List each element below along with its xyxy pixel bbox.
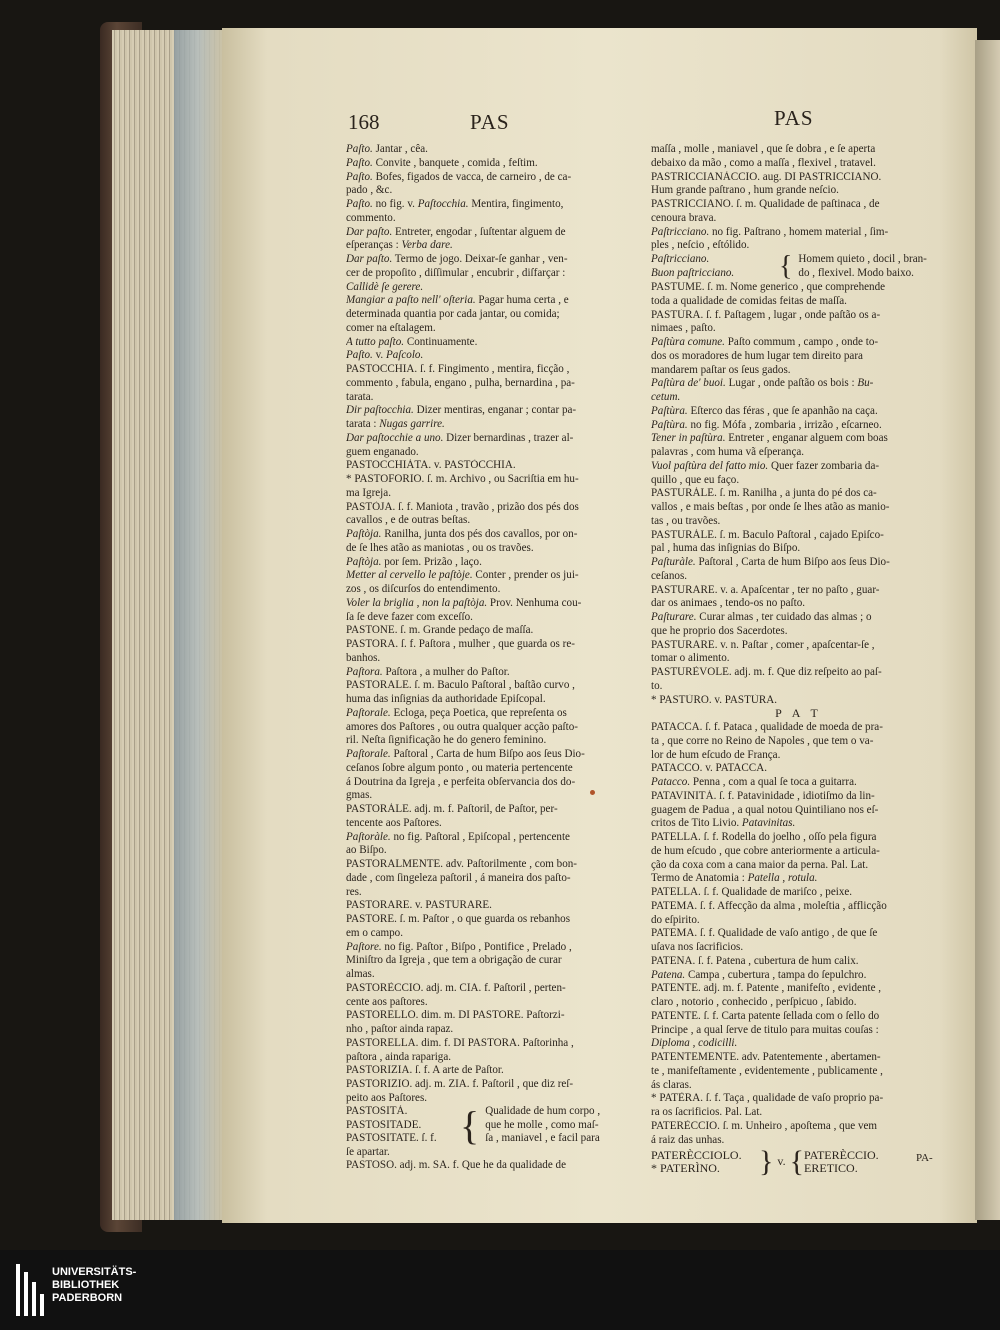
dictionary-line: de ſe lhes atão as maniotas , ou os travões. — [346, 541, 534, 554]
dictionary-line: de hum eſcudo , que cobre anteriormente a articula- — [651, 844, 880, 857]
dictionary-line: determinada quantia por cada jantar, ou comida; — [346, 308, 560, 320]
dictionary-line: Paſto. no fig. v. Paſtocchia. Mentira, fingimento, — [346, 198, 564, 210]
dictionary-line: PATEMA. ſ. f. Qualidade de vaſo antigo , de que ſe — [651, 927, 878, 940]
dictionary-line: Dar paſto. Entreter, engodar , ſuſtentar alguem de — [346, 225, 566, 238]
dictionary-line: PATELLA. ſ. f. Qualidade de mariſco , peixe. — [651, 886, 853, 898]
dictionary-line: PATENTEMENTE. adv. Patentemente , abertamen- — [651, 1051, 881, 1063]
dictionary-line: Paſtricciano. no fig. Paſtrano , homem material , ſim- — [651, 225, 889, 238]
dictionary-line: Paſtùra. Eſterco das féras , que ſe apanhão na caça. — [651, 404, 878, 417]
dictionary-line: * PASTOFORIO. ſ. m. Archivo , ou Sacriſtia em hu- — [346, 473, 579, 485]
dictionary-line: Paſtùra de' buoi. Lugar , onde paſtão os bois : Bu- — [651, 377, 874, 390]
dictionary-line: PASTORE. ſ. m. Paſtor , o que guarda os rebanhos — [346, 913, 571, 925]
curly-brace-icon: { — [778, 251, 793, 282]
pateriolo-brace-group — [651, 1147, 946, 1177]
dictionary-line: PASTURÀLE. ſ. m. Ranilha , a junta do pé dos ca- — [651, 487, 877, 500]
dictionary-line: PASTORELLA. dim. f. DI PASTORA. Paſtorinha , — [346, 1036, 574, 1049]
dictionary-line: PASTORELLO. dim. m. DI PASTORE. Paſtorzi- — [346, 1009, 565, 1022]
dictionary-line: PASTRICCIANÀCCIO. aug. DI PASTRICCIANO. — [651, 170, 882, 183]
dictionary-line: ſa ſe deve fazer com exceſſo. — [346, 610, 473, 623]
dictionary-line: almas. — [346, 968, 375, 980]
library-footer — [0, 1250, 1000, 1330]
dictionary-line: to. — [651, 679, 663, 692]
section-heading: P A T — [775, 707, 822, 721]
headword-line: * PATERÌNO. — [651, 1162, 720, 1176]
dictionary-line: quillo , que eu faço. — [651, 473, 740, 486]
curly-brace-icon: { — [789, 1145, 805, 1179]
dictionary-line: tarata. — [346, 390, 374, 403]
definition-line: Homem quieto , docil , bran- — [798, 253, 927, 266]
dictionary-line: amores dos Paſtores , ou outra qualquer acção paſto- — [346, 720, 578, 733]
headword-line: PASTOSITÀ. — [346, 1104, 408, 1117]
dictionary-line: dar os animaes , tendo-os no paſto. — [651, 597, 806, 610]
dictionary-line: PATEMA. ſ. f. Affecção da alma , moleſtia , afflicção — [651, 899, 887, 912]
dictionary-line: PASTORÀLE. adj. m. f. Paſtoril, de Paſtor, per- — [346, 803, 558, 815]
dictionary-line: PASTORALMENTE. adv. Paſtorilmente , com bon- — [346, 858, 578, 870]
dictionary-line: * PATÈRA. ſ. f. Taça , qualidade de vaſo proprio pa- — [651, 1092, 884, 1105]
headword-line: PASTOSITATE. ſ. f. — [346, 1132, 437, 1145]
right-column — [651, 143, 946, 1177]
right-entries-c — [651, 721, 946, 1147]
facing-page-edge — [975, 40, 1000, 1220]
dictionary-line: lor de hum eſcudo de França. — [651, 748, 781, 761]
dictionary-line: Paſto. v. Paſcolo. — [346, 349, 424, 362]
library-name-line: UNIVERSITÄTS- — [52, 1266, 137, 1278]
brace-headwords — [651, 1149, 759, 1177]
dictionary-line: Principe , a qual ſerve de titulo para muitas couſas : — [651, 1023, 879, 1036]
dictionary-line: tas , ou travões. — [651, 514, 721, 527]
dictionary-line: Hum grande paſtrano , hum grande neſcio. — [651, 184, 839, 197]
dictionary-line: cer de propoſito , diſſimular , encubrir , diſfarçar : — [346, 266, 566, 279]
left-entries-a — [346, 143, 641, 1106]
dictionary-line: PASTORÈCCIO. adj. m. CIA. f. Paſtoril , perten- — [346, 981, 566, 994]
dictionary-line: ra os ſacrificios. Pal. Lat. — [651, 1106, 763, 1118]
dictionary-line: ao Biſpo. — [346, 844, 387, 857]
dictionary-line: ceſanos. — [651, 569, 688, 582]
left-entries-b — [346, 1146, 641, 1174]
dictionary-line: * PASTÙRO. v. PASTÙRA. — [651, 693, 778, 706]
dictionary-line: gmas. — [346, 789, 373, 802]
library-name — [52, 1266, 136, 1305]
definition-line: Qualidade de hum corpo , — [485, 1104, 601, 1117]
running-head-left: PAS — [470, 110, 510, 134]
dictionary-line: PASTORIZIA. ſ. f. A arte de Paſtor. — [346, 1064, 504, 1077]
dictionary-line: PASTURÈVOLE. adj. m. f. Que diz reſpeito ao paſ- — [651, 666, 882, 678]
dictionary-line: PATACCO. v. PATACCA. — [651, 762, 767, 775]
dictionary-line: claro , notorio , conhecido , perſpicuo , ſabido. — [651, 996, 857, 1008]
dictionary-line: cetum. — [651, 391, 681, 403]
dictionary-line: comer na eſtalagem. — [346, 321, 436, 334]
dictionary-line: Paſto. Convite , banquete , comida , feſtim. — [346, 156, 538, 169]
dictionary-line: Paſtore. no fig. Paſtor , Biſpo , Pontifice , Prelado , — [346, 940, 572, 953]
dictionary-line: pado , &c. — [346, 184, 393, 197]
dictionary-line: Paſtòja. Ranilha, junta dos pés dos cavallos, por on- — [346, 528, 578, 540]
dictionary-line: Paſtora. Paſtora , a mulher do Paſtor. — [346, 665, 510, 678]
curly-brace-icon: { — [460, 1102, 480, 1148]
brace-headwords — [346, 1105, 458, 1146]
dictionary-line: Paſturare. Curar almas , ter cuidado das almas ; o — [651, 611, 872, 623]
page-edges — [112, 30, 222, 1220]
dictionary-line: zos , os diſcurſos do entendimento. — [346, 583, 501, 595]
dictionary-line: ril. Neſta ſignificação he do genero feminino. — [346, 734, 547, 747]
curly-brace-icon: } — [759, 1145, 774, 1179]
left-column — [346, 143, 641, 1173]
dictionary-line: maſſa , molle , maniavel , que ſe dobra , e ſe aperta — [651, 143, 876, 155]
dictionary-line: PATENTE. ſ. f. Carta patente ſellada com o ſello do — [651, 1009, 880, 1022]
right-entries-a — [651, 143, 946, 253]
dictionary-line: Paſto. Bofes, figados de vacca, de carneiro , de ca- — [346, 170, 572, 183]
dictionary-line: cenoura brava. — [651, 211, 717, 224]
dictionary-line: mandarem paſtar os ſeus gados. — [651, 363, 791, 376]
dictionary-line: PATAVINITÀ. ſ. f. Patavinidade , idiotiſmo da lin- — [651, 789, 875, 802]
dictionary-line: Mangiar a paſto nell' oſteria. Pagar huma certa , e — [346, 294, 569, 307]
dictionary-line: ſe apartar. — [346, 1145, 390, 1158]
brace-definition — [804, 1149, 879, 1177]
dictionary-line: debaixo da mão , como a maſſa , flexivel , tratavel. — [651, 156, 876, 169]
dictionary-line: Paſto. Jantar , cêa. — [346, 143, 428, 155]
dictionary-line: Patena. Campa , cubertura , tampa do ſepulchro. — [651, 968, 867, 981]
brace-definition — [485, 1105, 635, 1146]
dictionary-line: vallos , e mais beſtas , por onde ſe lhes atão as manio- — [651, 501, 890, 513]
dictionary-line: banhos. — [346, 651, 381, 664]
dictionary-line: PASTRICCIANO. ſ. m. Qualidade de paſtinaca , de — [651, 198, 880, 210]
dictionary-line: Dar paſtocchie a uno. Dizer bernardinas , trazer al- — [346, 431, 574, 444]
dictionary-line: PASTUME. ſ. m. Nome generico , que comprehende — [651, 281, 886, 293]
dictionary-line: toda a qualidade de comidas feitas de maſſa. — [651, 294, 847, 307]
dictionary-line: PASTÙRA. ſ. f. Paſtagem , lugar , onde paſtão os a- — [651, 308, 881, 321]
dictionary-line: PATERÈCCIO. ſ. m. Unheiro , apoſtema , que vem — [651, 1119, 878, 1132]
dictionary-line: pal , huma das inſignias do Biſpo. — [651, 542, 801, 555]
right-entries-b — [651, 281, 946, 707]
library-logo-icon — [16, 1264, 44, 1316]
dictionary-line: Paſtoràle. no fig. Paſtoral , Epiſcopal , pertencente — [346, 830, 570, 843]
dictionary-line: do eſpirito. — [651, 913, 700, 926]
dictionary-line: eſperanças : Verba dare. — [346, 239, 453, 252]
dictionary-line: PASTOCCHIÀTA. v. PASTÒCCHIA. — [346, 459, 516, 472]
dictionary-line: em o campo. — [346, 926, 403, 939]
dictionary-line: palavras , com huma vã eſperança. — [651, 446, 805, 458]
headword-line: PASTOSITADE. — [346, 1118, 422, 1131]
dictionary-line: PASTURÀLE. ſ. m. Baculo Paſtoral , cajado Epiſco- — [651, 528, 884, 541]
dictionary-line: que he proprio dos Sacerdotes. — [651, 624, 788, 637]
dictionary-line: Tener in paſtùra. Entreter , enganar alguem com boas — [651, 432, 888, 445]
dictionary-line: PASTONE. ſ. m. Grande pedaço de maſſa. — [346, 624, 534, 637]
dictionary-line: Vuol paſtùra del fatto mio. Quer fazer zombaria da- — [651, 459, 880, 472]
dictionary-line: PASTOSO. adj. m. SA. f. Que he da qualidade de — [346, 1159, 567, 1172]
dictionary-line: PATENA. ſ. f. Patena , cubertura de hum calix. — [651, 954, 859, 967]
dictionary-line: guem enganado. — [346, 445, 419, 458]
dictionary-line: Paſtorale. Ecloga, peça Poetica, que repreſenta os — [346, 706, 567, 719]
dictionary-line: Diploma , codicilli. — [651, 1037, 738, 1050]
headword-line: Buon paſtricciano. — [651, 267, 735, 279]
dictionary-line: commento. — [346, 211, 396, 224]
dictionary-line: dos os moradores de hum lugar tem direito para — [651, 349, 863, 362]
dictionary-line: critos de Tito Livio. Patavinitas. — [651, 817, 796, 830]
dictionary-line: PASTORIZIO. adj. m. ZIA. f. Paſtoril , que diz reſ- — [346, 1078, 574, 1090]
pastricciano-brace-group — [651, 253, 946, 281]
dictionary-line: PASTORARE. v. PASTURARE. — [346, 899, 492, 912]
dictionary-line: Paſtorale. Paſtoral , Carta de hum Biſpo aos ſeus Dio- — [346, 748, 585, 760]
dictionary-line: A tutto paſto. Continuamente. — [346, 335, 478, 348]
dictionary-line: dade , com ſingeleza paſtoril , á maneira dos paſto- — [346, 871, 571, 884]
dictionary-line: Termo de Anatomia : Patella , rotula. — [651, 872, 818, 885]
dictionary-line: PASTURARE. v. n. Paſtar , comer , apaſcentar-ſe , — [651, 638, 875, 651]
library-name-line: BIBLIOTHEK — [52, 1279, 120, 1291]
page-number: 168 — [348, 110, 380, 134]
catchword: PA- — [916, 1152, 933, 1164]
see-reference: v. — [777, 1154, 786, 1169]
dictionary-line: á Doutrina da Igreja , e perfeita obſervancia dos do- — [346, 775, 576, 788]
dictionary-line: Dir paſtocchia. Dizer mentiras, enganar ; contar pa- — [346, 404, 577, 417]
dictionary-line: PATACCA. ſ. f. Pataca , qualidade de moeda de pra- — [651, 721, 883, 733]
brace-headwords — [651, 253, 777, 281]
dictionary-line: paſtora , ainda rapariga. — [346, 1050, 452, 1063]
dictionary-line: tencente aos Paſtores. — [346, 816, 442, 829]
definition-line: ERETICO. — [804, 1162, 858, 1176]
dictionary-line: ma Igreja. — [346, 486, 391, 499]
dictionary-line: guagem de Padua , a qual notou Quintiliano nos eſ- — [651, 803, 879, 816]
definition-line: ſa , maniavel , e facil para — [485, 1132, 600, 1145]
dictionary-line: ples , neſcio , eſtólido. — [651, 239, 750, 252]
dictionary-line: ás claras. — [651, 1078, 692, 1091]
dictionary-line: Metter al cervello le paſtòje. Conter , prender os jui- — [346, 569, 579, 582]
dictionary-line: PASTORALE. ſ. m. Baculo Paſtoral , baſtão curvo , — [346, 679, 575, 692]
definition-line: do , flexivel. Modo baixo. — [798, 267, 914, 279]
dictionary-line: PASTORA. ſ. f. Paſtora , mulher , que guarda os re- — [346, 638, 575, 650]
dictionary-line: commento , fabula, engano , pulha, bernardina , pa- — [346, 376, 575, 389]
dictionary-line: PATENTE. adj. m. f. Patente , manifeſto , evidente , — [651, 982, 882, 995]
dictionary-line: Callidè ſe gerere. — [346, 280, 424, 293]
dictionary-line: PASTÒJA. ſ. f. Maniota , travão , prizão dos pés dos — [346, 500, 579, 513]
dictionary-line: Dar paſto. Termo de jogo. Deixar-ſe ganhar , ven- — [346, 253, 568, 265]
dictionary-line: ceſanos ſobre algum ponto , ou materia pertencente — [346, 761, 573, 774]
brace-definition — [798, 253, 946, 281]
dictionary-line: Miniſtro da Igreja , que tem a obrigação de curar — [346, 954, 562, 967]
dictionary-line: res. — [346, 885, 362, 898]
library-name-line: PADERBORN — [52, 1292, 123, 1304]
headword-line: Paſtricciano. — [651, 253, 710, 266]
dictionary-line: PASTURARE. v. a. Apaſcentar , ter no paſto , guar- — [651, 583, 880, 596]
dictionary-line: cente aos paſtores. — [346, 995, 428, 1008]
dictionary-line: peito aos Paſtores. — [346, 1091, 428, 1104]
dictionary-line: Paſturàle. Paſtoral , Carta de hum Biſpo aos ſeus Dio- — [651, 556, 890, 568]
dictionary-line: PATELLA. ſ. f. Rodella do joelho , oſſo pela figura — [651, 831, 877, 843]
dictionary-line: tomar o alimento. — [651, 652, 730, 665]
dictionary-line: ta , que corre no Reino de Napoles , que tem o va- — [651, 734, 874, 747]
dictionary-line: uſava nos ſacrificios. — [651, 941, 744, 953]
headword-line: PATERÈCCIOLO. — [651, 1148, 742, 1162]
dictionary-line: ção da coxa com a cana maior da perna. Pal. Lat. — [651, 858, 869, 871]
dictionary-line: Paſtùra comune. Paſto commum , campo , onde to- — [651, 336, 879, 348]
dictionary-line: Patacco. Penna , com a qual ſe toca a guitarra. — [651, 776, 857, 788]
dictionary-line: Voler la briglia , non la paſtòja. Prov. Nenhuma cou- — [346, 596, 582, 609]
dictionary-line: tarata : Nugas garrire. — [346, 418, 445, 430]
dictionary-line: nho , paſtor ainda rapaz. — [346, 1023, 454, 1035]
running-head-right: PAS — [774, 106, 814, 130]
dictionary-line: cavallos , e de outras beſtas. — [346, 514, 471, 527]
definition-line: PATERÈCCIO. — [804, 1148, 879, 1162]
dictionary-line: te , manifeſtamente , evidentemente , publicamente , — [651, 1064, 883, 1077]
pastosita-brace-group — [346, 1102, 641, 1148]
dictionary-line: PASTOCCHIA. ſ. f. Fingimento , mentira, ficção , — [346, 363, 570, 375]
dictionary-line: Paſtùra. no fig. Mófa , zombaria , irrizão , eſcarneo. — [651, 418, 882, 431]
dictionary-line: huma das inſignias da authoridade Epiſcopal. — [346, 693, 546, 705]
definition-line: que he molle , como maſ- — [485, 1118, 599, 1131]
dictionary-line: á raiz das unhas. — [651, 1133, 725, 1146]
dictionary-line: Paſtòja. por ſem. Prizão , laço. — [346, 555, 482, 568]
dictionary-line: nimaes , paſto. — [651, 322, 716, 335]
